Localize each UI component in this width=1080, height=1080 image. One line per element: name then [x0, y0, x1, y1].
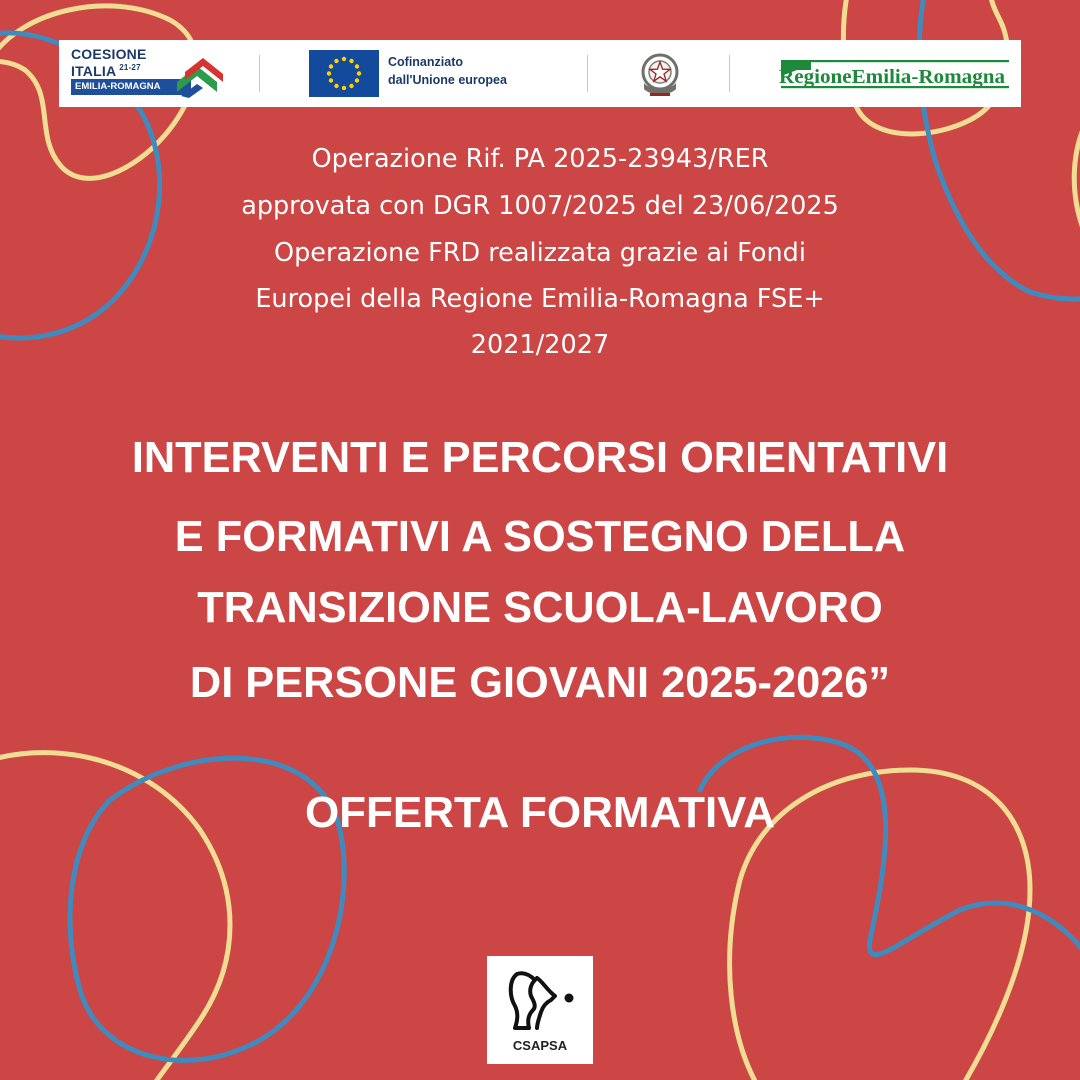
title-line-1: INTERVENTI E PERCORSI ORIENTATIVI — [131, 433, 949, 482]
italian-republic-emblem — [634, 40, 686, 107]
eu-cofunding-line2: dall'Unione europea — [388, 73, 507, 87]
logo-separator — [729, 55, 730, 92]
region-name-text: RegioneEmilia-Romagna — [779, 66, 1005, 88]
coesione-chevron-icon — [175, 52, 225, 98]
coesione-italia-logo — [71, 40, 231, 107]
regione-emilia-romagna-logo — [779, 40, 1011, 107]
info-line-3: Operazione FRD realizzata grazie ai Fondi — [274, 238, 806, 268]
info-line-1: Operazione Rif. PA 2025-23943/RER — [311, 144, 769, 174]
eu-cofunding-logo — [309, 40, 554, 107]
partner-logo-bar — [59, 40, 1021, 107]
logo-separator — [587, 55, 588, 92]
title-line-2: E FORMATIVI A SOSTEGNO DELLA — [174, 512, 906, 561]
coesione-region-band: EMILIA-ROMAGNA — [71, 79, 191, 95]
info-line-4: Europei della Regione Emilia-Romagna FSE+ — [255, 284, 825, 314]
csapsa-logo — [487, 956, 593, 1064]
csapsa-name: CSAPSA — [512, 1038, 568, 1053]
blob-right-edge-yellow — [1074, 115, 1080, 245]
eu-flag-icon — [309, 50, 379, 97]
eu-cofunding-line1: Cofinanziato — [388, 55, 463, 69]
info-line-2: approvata con DGR 1007/2025 del 23/06/2025 — [241, 191, 839, 221]
csapsa-face-icon — [503, 966, 579, 1032]
info-line-5: 2021/2027 — [470, 330, 610, 360]
title-line-4: DI PERSONE GIOVANI 2025-2026” — [189, 658, 891, 707]
title-line-3: TRANSIZIONE SCUOLA-LAVORO — [197, 583, 883, 632]
offer-heading: OFFERTA FORMATIVA — [304, 788, 776, 837]
italian-republic-emblem-icon — [636, 49, 684, 99]
coesione-subtitle: ITALIA $^{21-27}$ — [71, 63, 141, 79]
regione-emilia-romagna-logotype — [779, 60, 1009, 90]
logo-separator — [259, 55, 260, 92]
coesione-title: COESIONE — [71, 46, 147, 62]
coesione-years: 21-27 — [119, 63, 141, 72]
